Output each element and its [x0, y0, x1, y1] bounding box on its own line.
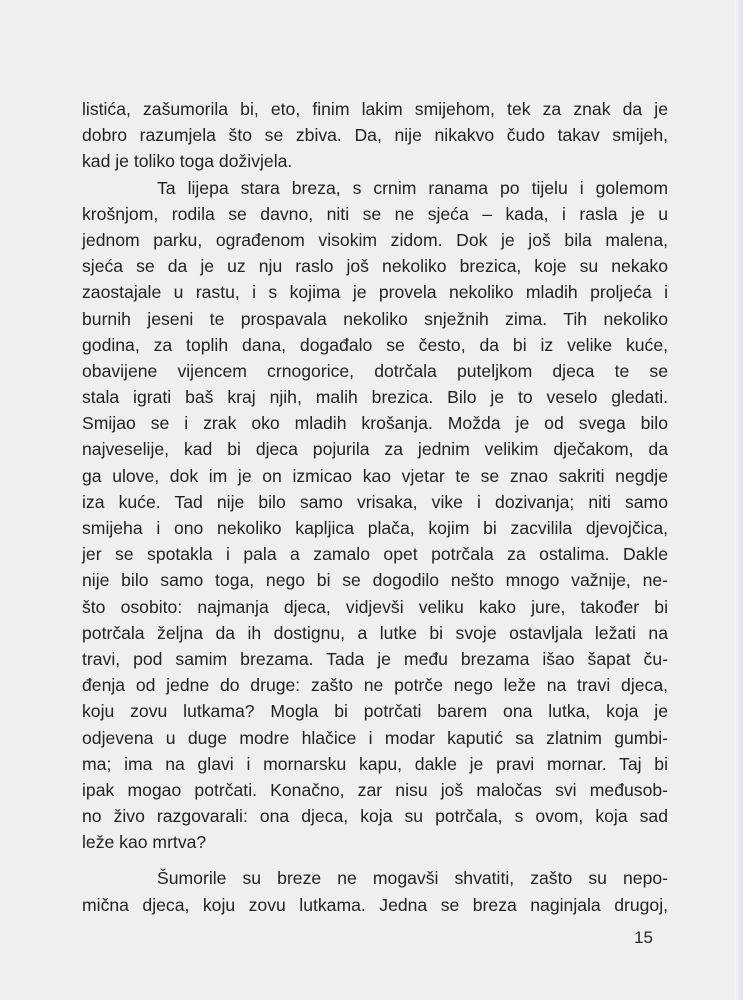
paragraph-1	[82, 96, 668, 175]
text-line: ga ulove, dok im je on izmicao kao vjetar te se znao sakriti negdje	[82, 465, 668, 486]
text-line: zaostajale u rastu, i s kojima je provela nekoliko mladih proljeća i	[82, 282, 668, 303]
text-line: Šumorile su breze ne mogavši shvatiti, zašto su nepo-	[157, 868, 668, 889]
text-line: odjevena u duge modre hlačice i modar kaputić sa zlatnim gumbi-	[82, 727, 668, 748]
text-line: jer se spotakla i pala a zamalo opet potrčala za ostalima. Dakle	[82, 544, 668, 565]
body-text	[82, 96, 668, 918]
text-line: nije bilo samo toga, nego bi se dogodilo nešto mnogo važnije, ne-	[82, 570, 668, 591]
text-line: listića, zašumorila bi, eto, finim lakim smijehom, tek za znak da je	[82, 99, 668, 119]
text-line: Ta lijepa stara breza, s crnim ranama po tijelu i golemom	[157, 177, 668, 198]
text-line: što osobito: najmanja djeca, vidjevši veliku kako jure, također bi	[82, 596, 668, 617]
text-line: burnih jeseni te prospavala nekoliko snježnih zima. Tih nekoliko	[82, 308, 668, 329]
text-line: stala igrati baš kraj njih, malih brezica. Bilo je to veselo gledati.	[82, 387, 668, 408]
text-line: travi, pod samim brezama. Tada je među brezama išao šapat ču-	[82, 648, 668, 669]
text-line: jednom parku, ograđenom visokim zidom. Dok je još bila malena,	[82, 229, 668, 250]
text-line: sjeća se da je uz nju raslo još nekoliko brezica, koje su nekako	[82, 256, 668, 277]
text-line: koju zovu lutkama? Mogla bi potrčati barem ona lutka, koja je	[82, 701, 668, 722]
text-line: leže kao mrtva?	[82, 832, 207, 853]
text-line: mična djeca, koju zovu lutkama. Jedna se breza naginjala drugoj,	[82, 894, 668, 915]
text-line: smijeha i ono nekoliko kapljica plača, kojim bi zacvilila djevojčica,	[82, 518, 668, 538]
page-number: 15	[634, 928, 653, 947]
text-line: ipak mogao potrčati. Konačno, zar nisu još maločas svi međusob-	[82, 779, 668, 800]
text-line: ma; ima na glavi i mornarsku kapu, dakle je pravi mornar. Taj bi	[82, 753, 668, 774]
paragraph-2	[82, 175, 668, 856]
text-line: godina, za toplih dana, događalo se često, da bi iz velike kuće,	[82, 334, 668, 355]
text-line: krošnjom, rodila se davno, niti se ne sjeća – kada, i rasla je u	[82, 203, 668, 224]
text-line: kad je toliko toga doživjela.	[82, 151, 293, 172]
text-line: iza kuće. Tad nije bilo samo vrisaka, vike i dozivanja; niti samo	[82, 491, 668, 512]
paragraph-3	[82, 865, 668, 917]
text-line: no živo razgovarali: ona djeca, koja su potrčala, s ovom, koja sad	[82, 806, 668, 827]
text-line: potrčala željna da ih dostignu, a lutke bi svoje ostavljala ležati na	[82, 622, 668, 643]
page-edge	[735, 0, 743, 1000]
text-line: najveselije, kad bi djeca pojurila za jednim velikim dječakom, da	[82, 439, 668, 460]
text-line: Smijao se i zrak oko mladih krošanja. Možda je od svega bilo	[82, 413, 668, 434]
text-line: obavijene vijencem crnogorice, dotrčala puteljkom djeca te se	[82, 360, 668, 381]
text-line: dobro razumjela što se zbiva. Da, nije nikakvo čudo takav smijeh,	[82, 125, 668, 146]
text-line: đenja od jedne do druge: zašto ne potrče nego leže na travi djeca,	[82, 675, 668, 696]
